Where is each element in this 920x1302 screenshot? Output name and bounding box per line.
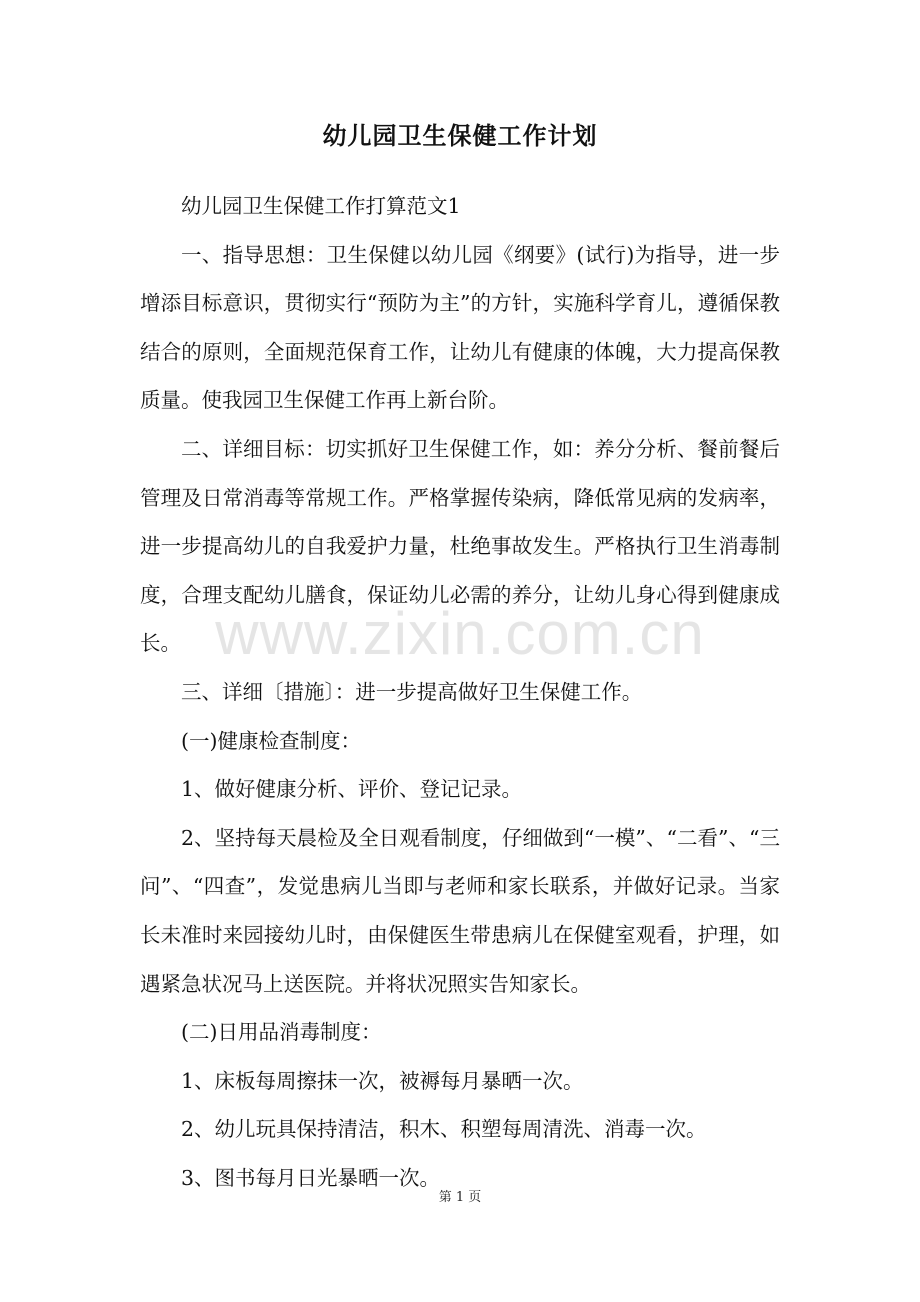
guiding-ideology-paragraph: 一、指导思想：卫生保健以幼儿园《纲要》(试行)为指导，进一步增添目标意识，贯彻实行“预防为主”的方针，实施科学育儿，遵循保教结合的原则，全面规范保育工作，让幼儿有健康的体魄，大力提高保教质量。使我园卫生保健工作再上新台阶。 [140,242,780,413]
list-item: 2、幼儿玩具保持清洁，积木、积塑每周清洗、消毒一次。 [181,1117,707,1142]
watermark: www.zixin.com.cn [215,600,705,667]
document-title: 幼儿园卫生保健工作计划 [322,121,598,150]
subtitle-paragraph: 幼儿园卫生保健工作打算范文1 [181,194,461,218]
disinfection-heading: (二)日用品消毒制度： [181,1020,382,1045]
list-item: 3、图书每月日光暴晒一次。 [181,1165,441,1190]
health-check-heading: (一)健康检查制度： [181,728,361,753]
list-item: 1、做好健康分析、评价、登记记录。 [181,777,523,802]
page-number: 第 1 页 [438,1190,482,1205]
measures-heading: 三、详细〔措施〕：进一步提高做好卫生保健工作。 [181,679,643,704]
list-item: 2、坚持每天晨检及全日观看制度，仔细做到“一模”、“二看”、“三问”、“四查”，发觉患病儿当即与老师和家长联系，并做好记录。当家长未准时来园接幼儿时，由保健医生带患病儿在保健室观看，护理，如遇紧急状况马上送医院。并将状况照实告知家长。 [140,825,780,996]
specific-goals-paragraph: 二、详细目标：切实抓好卫生保健工作，如：养分分析、餐前餐后管理及日常消毒等常规工作。严格掌握传染病，降低常见病的发病率，进一步提高幼儿的自我爱护力量，杜绝事故发生。严格执行卫生消毒制度，合理支配幼儿膳食，保证幼儿必需的养分，让幼儿身心得到健康成长。 [140,436,780,656]
list-item: 1、床板每周擦抹一次，被褥每月暴晒一次。 [181,1068,584,1093]
document-body [140,182,780,1202]
